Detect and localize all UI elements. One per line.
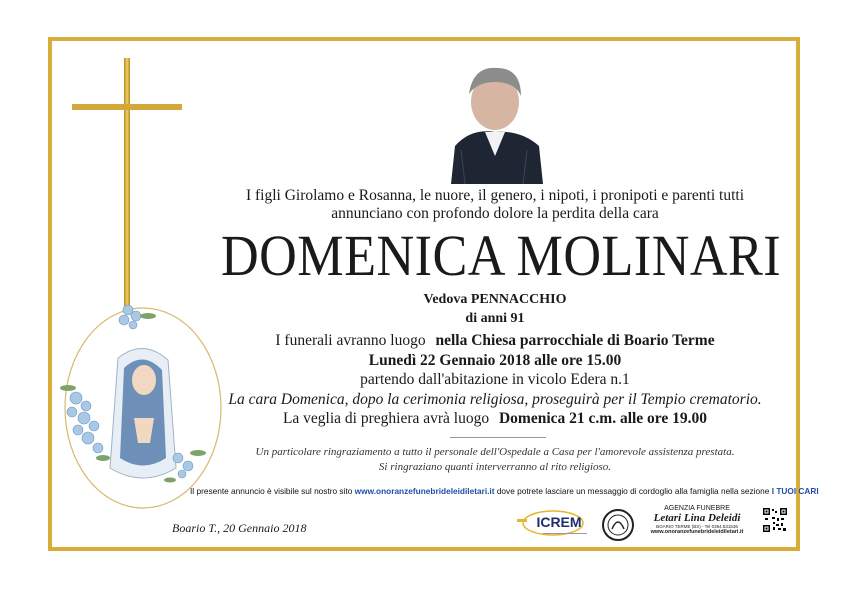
agency-address: BOARIO TERME (BS) - Tel 0364.531536 <box>656 524 738 529</box>
funeral-line <box>150 332 840 350</box>
portrait-photo <box>451 60 543 184</box>
announcement-line-2: annunciano con profondo dolore la perdita della cara <box>331 205 659 222</box>
website-notice <box>190 486 819 496</box>
funeral-intro: I funerali avranno luogo <box>275 332 426 349</box>
cross-icon <box>72 58 184 308</box>
agency-seal-icon <box>600 507 636 543</box>
notice-middle: dove potrete lasciare un messaggio di cordoglio alla famiglia nella sezione <box>496 486 770 496</box>
age: di anni 91 <box>465 311 525 326</box>
icrem-logo-text: ICREM <box>536 514 582 530</box>
widow-of: Vedova PENNACCHIO <box>423 292 567 307</box>
funeral-place: nella Chiesa parrocchiale di Boario Terme <box>435 332 715 349</box>
vigil-line <box>150 410 840 428</box>
icrem-logo <box>513 507 593 543</box>
thanks-line-1: Un particolare ringraziamento a tutto il personale dell'Ospedale a Casa per l'amorevole assistenza prestata. <box>255 446 735 458</box>
funeral-departure: partendo dall'abitazione in vicolo Edera n.1 <box>360 371 630 388</box>
place-date: Boario T., 20 Gennaio 2018 <box>172 521 307 535</box>
separator <box>450 437 546 438</box>
funeral-cremation: La cara Domenica, dopo la cerimonia religiosa, proseguirà per il Tempio crematorio. <box>228 391 762 408</box>
section-link[interactable]: I TUOI CARI <box>771 486 819 496</box>
funeral-datetime: Lunedì 22 Gennaio 2018 alle ore 15.00 <box>368 352 622 369</box>
deceased-name: DOMENICA MOLINARI <box>221 223 782 288</box>
vigil-intro: La veglia di preghiera avrà luogo <box>282 410 490 427</box>
qr-code[interactable] <box>763 508 787 532</box>
vigil-time: Domenica 21 c.m. alle ore 19.00 <box>498 410 708 427</box>
notice-prefix: Il presente annuncio è visibile sul nostro sito <box>190 486 353 496</box>
announcement-line-1: I figli Girolamo e Rosanna, le nuore, il genero, i nipoti, i pronipoti e parenti tutti <box>245 187 745 204</box>
thanks-line-2: Si ringraziano quanti interverranno al rito religioso. <box>378 461 612 473</box>
agency-name: Letari Lina Deleidi <box>653 512 741 524</box>
agency-site[interactable]: www.onoranzefunebrideleidiletari.it <box>650 529 744 535</box>
agency-block <box>600 505 760 545</box>
website-link[interactable]: www.onoranzefunebrideleidiletari.it <box>354 486 495 496</box>
agency-label: AGENZIA FUNEBRE <box>664 505 730 512</box>
